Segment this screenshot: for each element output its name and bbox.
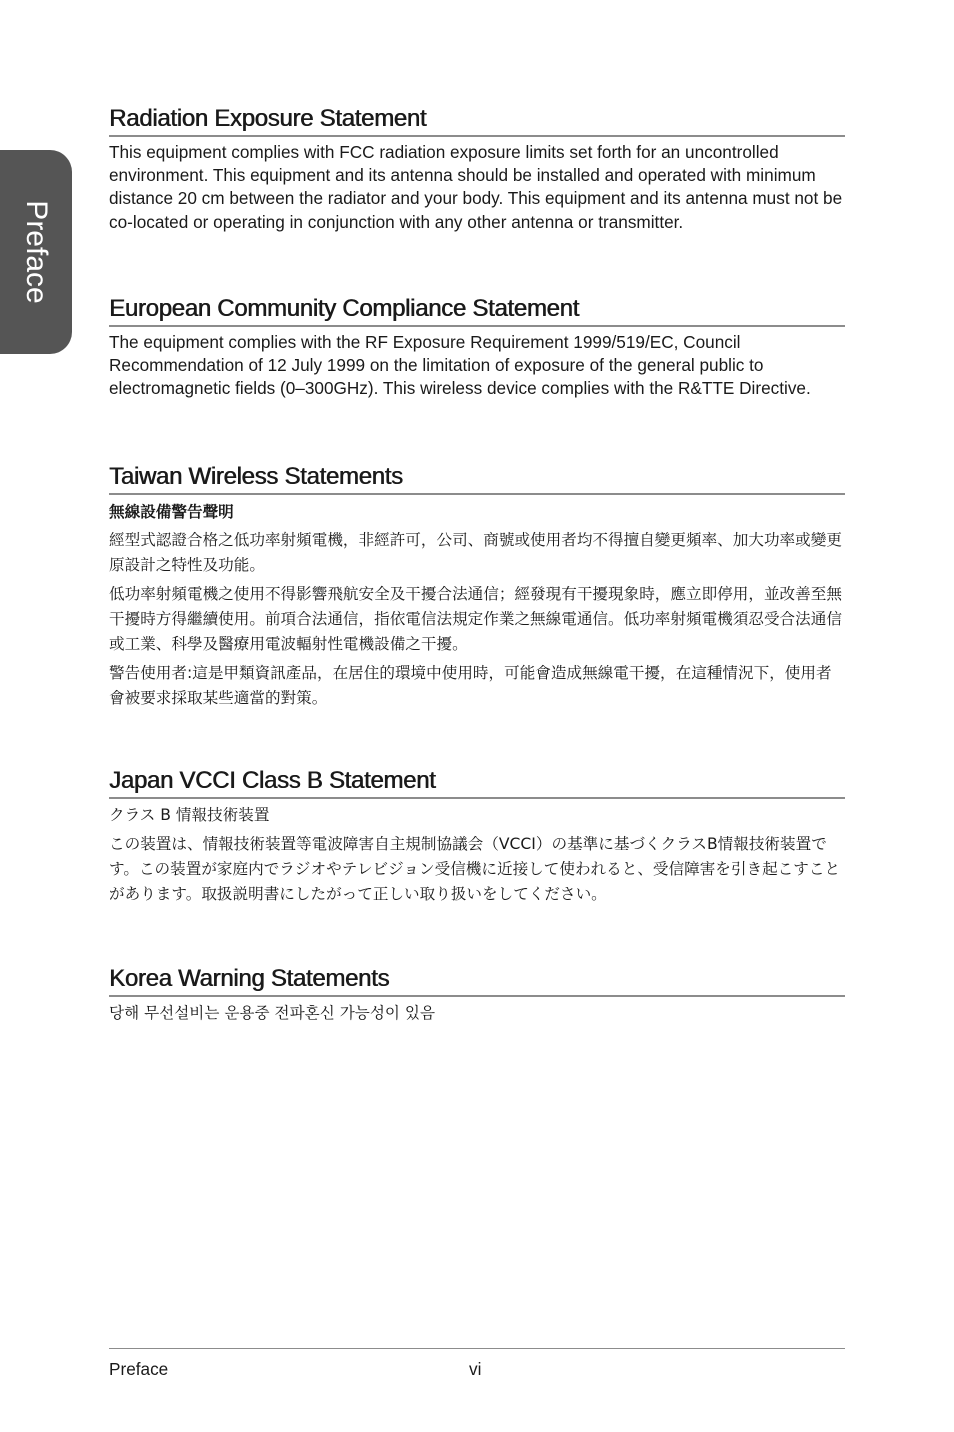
taiwan-section xyxy=(109,461,845,711)
korea-section xyxy=(109,963,845,1026)
european-body: The equipment complies with the RF Exposure Requirement 1999/519/EC, Council Recommendation of 12 July 1999 on the limitation of exposure of the general public to electromagnetic fields (0–300GHz). This wireless device complies with the R&TTE Directive. xyxy=(109,332,811,399)
radiation-body: This equipment complies with FCC radiation exposure limits set forth for an uncontrolled environment. This equipment and its antenna should be installed and operated with minimum distance 20 cm between the radiator and your body. This equipment and its antenna must not be co-located or operating in conjunction with any other antenna or transmitter. xyxy=(109,142,843,232)
side-tab xyxy=(0,150,72,354)
page-number: vi xyxy=(469,1359,482,1379)
european-title: European Community Compliance Statement xyxy=(109,293,845,327)
taiwan-para-1: 經型式認證合格之低功率射頻電機，非經許可，公司、商號或使用者均不得擅自變更頻率、加大功率或變更原設計之特性及功能。 xyxy=(109,531,842,574)
european-section xyxy=(109,293,845,401)
footer-section-name: Preface xyxy=(109,1359,169,1379)
taiwan-para-3: 警告使用者:這是甲類資訊產品，在居住的環境中使用時，可能會造成無線電干擾，在這種情況下，使用者會被要求採取某些適當的對策。 xyxy=(109,664,832,707)
japan-para-1: この装置は、情報技術装置等電波障害自主規制協議会（VCCI）の基準に基づくクラスB情報技術装置です。この装置が家庭内でラジオやテレビジョン受信機に近接して使われると、受信障害を引き起こすことがあります。取扱説明書にしたがって正しい取り扱いをしてください。 xyxy=(109,835,841,903)
side-tab-label: Preface xyxy=(20,200,53,304)
radiation-title: Radiation Exposure Statement xyxy=(109,103,845,137)
page-footer xyxy=(109,1348,845,1379)
japan-title: Japan VCCI Class B Statement xyxy=(109,765,845,799)
korea-title: Korea Warning Statements xyxy=(109,963,845,997)
japan-subtitle: クラス B 情報技術装置 xyxy=(109,806,270,824)
japan-section xyxy=(109,765,845,907)
taiwan-para-2: 低功率射頻電機之使用不得影響飛航安全及干擾合法通信；經發現有干擾現象時，應立即停用，並改善至無干擾時方得繼續使用。前項合法通信，指依電信法規定作業之無線電通信。低功率射頻電機須忍受合法通信或工業、科學及醫療用電波輻射性電機設備之干擾。 xyxy=(109,585,842,653)
korea-para-1: 당해 무선설비는 운용중 전파혼신 가능성이 있음 xyxy=(109,1004,436,1022)
radiation-section xyxy=(109,103,845,234)
taiwan-subtitle: 無線設備警告聲明 xyxy=(109,503,234,521)
taiwan-title: Taiwan Wireless Statements xyxy=(109,461,845,495)
